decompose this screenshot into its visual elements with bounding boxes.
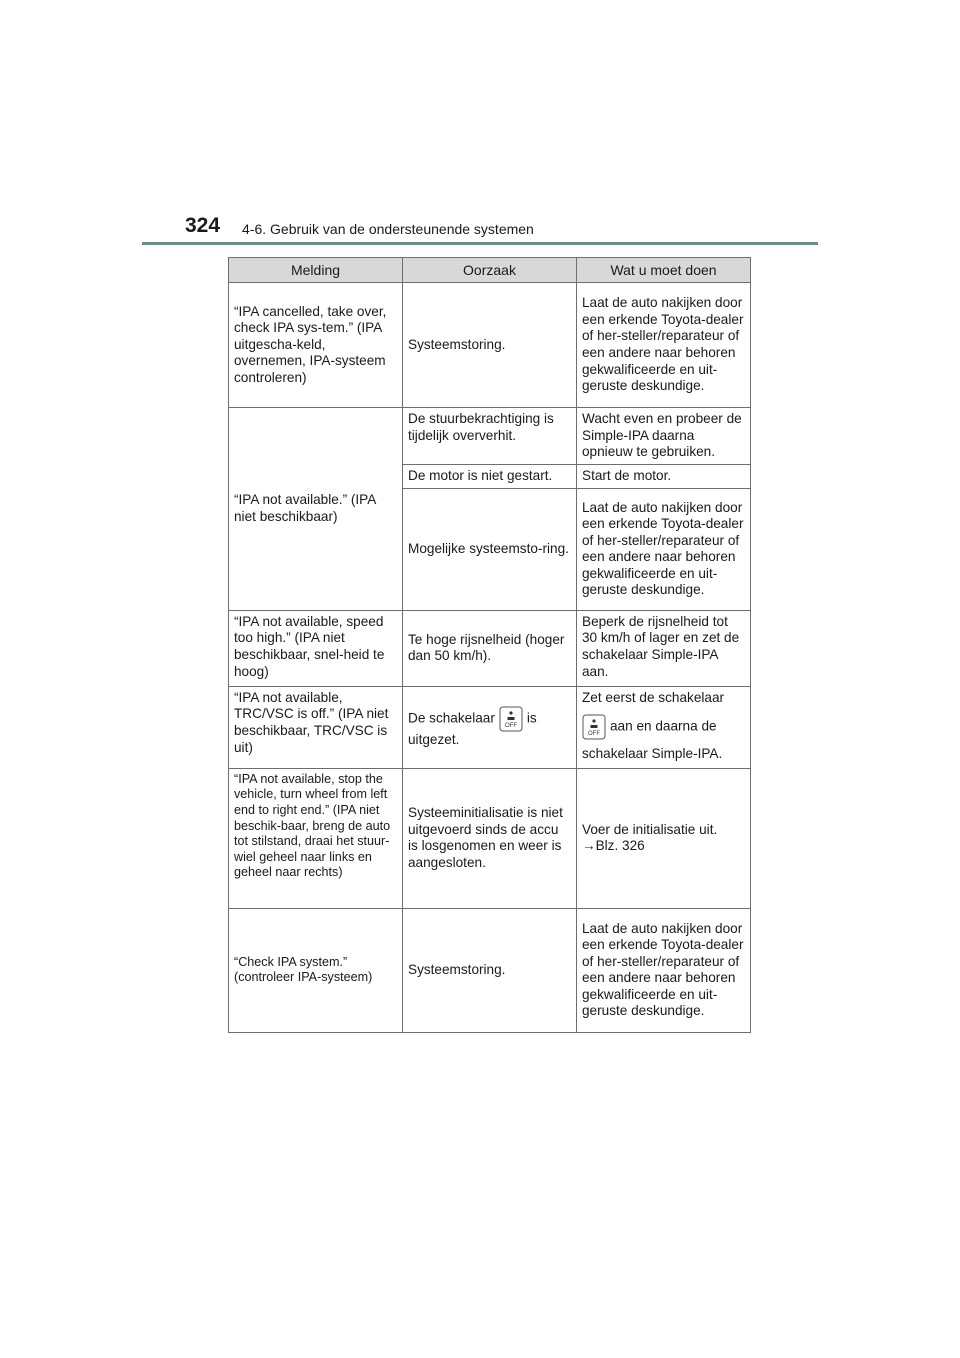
action-text: Voer de initialisatie uit. [582,821,718,837]
table-row [229,283,751,408]
vsc-off-switch-icon [582,714,606,740]
message-cell: “IPA not available.” (IPA niet beschikbaar) [229,408,403,611]
page-number: 324 [185,214,221,237]
table-row [229,610,751,686]
action-cell: Laat de auto nakijken door een erkende Toyota-dealer of her-steller/reparateur of een andere naar behoren gekwalificeerde en uit-geruste deskundige. [577,908,751,1032]
message-cell: “Check IPA system.” (controleer IPA-systeem) [229,908,403,1032]
vsc-off-switch-icon [499,706,523,732]
table-row [229,768,751,908]
action-cell: Beperk de rijsnelheid tot 30 km/h of lager en zet de schakelaar Simple-IPA aan. [577,610,751,686]
action-cell [577,686,751,768]
cause-cell: De stuurbekrachtiging is tijdelijk oververhit. [403,408,577,465]
table-row [229,408,751,465]
cause-cell: Systeemstoring. [403,283,577,408]
section-title: 4-6. Gebruik van de ondersteunende systemen [242,221,534,237]
cause-cell: Mogelijke systeemsto-ring. [403,488,577,610]
message-cell: “IPA not available, stop the vehicle, turn wheel from left end to right end.” (IPA niet beschik-baar, breng de auto tot stilstand, draai het stuur-wiel geheel naar links en geheel naar rechts) [229,768,403,908]
cause-cell [403,686,577,768]
message-cell: “IPA not available, speed too high.” (IPA niet beschikbaar, snel-heid te hoog) [229,610,403,686]
action-cell: Wacht even en probeer de Simple-IPA daarna opnieuw te gebruiken. [577,408,751,465]
cause-text-before-icon: De schakelaar [408,710,495,726]
action-line-1: Zet eerst de schakelaar [582,689,725,705]
header-rule [142,242,818,245]
cause-text-after-icon: is uitgezet. [408,710,537,747]
svg-text:OFF: OFF [588,731,600,738]
cause-cell: Te hoge rijsnelheid (hoger dan 50 km/h). [403,610,577,686]
action-cell [577,768,751,908]
message-table [228,257,751,1033]
action-line-3: schakelaar Simple-IPA. [582,746,723,762]
table-row [229,686,751,768]
cause-cell: Systeeminitialisatie is niet uitgevoerd sinds de accu is losgenomen en weer is aangesloten. [403,768,577,908]
message-cell: “IPA cancelled, take over, check IPA sys-tem.” (IPA uitgescha-keld, overnemen, IPA-systeem controleren) [229,283,403,408]
table-row [229,908,751,1032]
message-cell: “IPA not available, TRC/VSC is off.” (IPA niet beschikbaar, TRC/VSC is uit) [229,686,403,768]
cause-cell: De motor is niet gestart. [403,464,577,488]
action-cell: Laat de auto nakijken door een erkende Toyota-dealer of her-steller/reparateur of een andere naar behoren gekwalificeerde en uit-geruste deskundige. [577,283,751,408]
column-header-actie: Wat u moet doen [577,258,751,283]
action-line-2: aan en daarna de [610,718,717,734]
page-reference: →Blz. 326 [582,838,645,854]
svg-text:OFF: OFF [504,722,517,729]
cause-cell: Systeemstoring. [403,908,577,1032]
action-cell: Start de motor. [577,464,751,488]
action-cell: Laat de auto nakijken door een erkende Toyota-dealer of her-steller/reparateur of een andere naar behoren gekwalificeerde en uit-geruste deskundige. [577,488,751,610]
column-header-melding: Melding [229,258,403,283]
table-header-row [229,258,751,283]
column-header-oorzaak: Oorzaak [403,258,577,283]
